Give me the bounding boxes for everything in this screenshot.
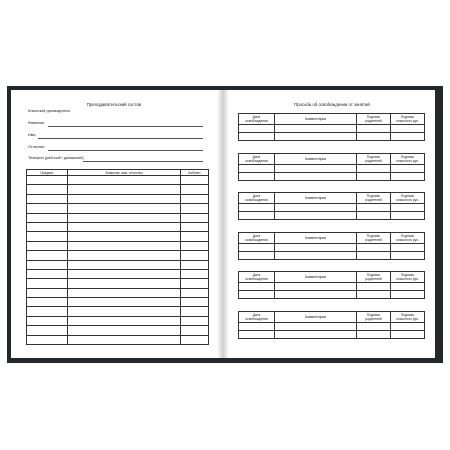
release-date-header: Дата освобождения [239, 272, 275, 283]
subject-cell[interactable] [27, 176, 68, 185]
release-teacher-signature-cell[interactable] [391, 212, 425, 220]
release-header-row [239, 232, 425, 243]
release-teacher-signature-cell[interactable] [391, 330, 425, 338]
name-line [38, 138, 203, 139]
release-parent-signature-cell[interactable] [357, 125, 391, 133]
teacher-row [27, 176, 209, 185]
room-cell[interactable] [181, 316, 209, 325]
field-class-teacher: Классный руководитель [28, 109, 71, 113]
release-request-block [238, 113, 425, 141]
release-date-cell[interactable] [239, 172, 275, 180]
full-name-cell[interactable] [68, 232, 181, 241]
teacher-row [27, 194, 209, 203]
subject-cell[interactable] [27, 326, 68, 335]
release-request-block [238, 311, 425, 339]
subject-cell[interactable] [27, 260, 68, 269]
subject-cell[interactable] [27, 241, 68, 250]
release-teacher-signature-cell[interactable] [391, 125, 425, 133]
release-request-block [238, 192, 425, 220]
subject-cell[interactable] [27, 251, 68, 260]
teacher-row [27, 269, 209, 278]
release-comments-header: Комментарии [275, 232, 357, 243]
room-cell[interactable] [181, 194, 209, 203]
room-cell[interactable] [181, 185, 209, 194]
room-cell[interactable] [181, 307, 209, 316]
release-entry-row [239, 330, 425, 338]
subject-cell[interactable] [27, 335, 68, 344]
release-date-cell[interactable] [239, 125, 275, 133]
release-date-cell[interactable] [239, 243, 275, 251]
release-entry-row [239, 133, 425, 141]
room-cell[interactable] [181, 232, 209, 241]
subject-cell[interactable] [27, 288, 68, 297]
right-page-title: Просьба об освобождении от занятий [294, 102, 370, 107]
field-phone[interactable]: Телефон (рабочий / домашний) [28, 156, 203, 162]
full-name-cell[interactable] [68, 241, 181, 250]
release-entry-row [239, 212, 425, 220]
subject-cell[interactable] [27, 194, 68, 203]
release-entry-row [239, 125, 425, 133]
full-name-cell[interactable] [68, 316, 181, 325]
room-cell[interactable] [181, 260, 209, 269]
subject-cell[interactable] [27, 269, 68, 278]
subject-cell[interactable] [27, 316, 68, 325]
release-date-cell[interactable] [239, 283, 275, 291]
teacher-row [27, 298, 209, 307]
release-entry-row [239, 283, 425, 291]
release-entry-row [239, 164, 425, 172]
release-comments-header: Комментарии [275, 114, 357, 125]
release-teacher-signature-cell[interactable] [391, 322, 425, 330]
full-name-cell[interactable] [68, 185, 181, 194]
room-cell[interactable] [181, 279, 209, 288]
release-comments-cell[interactable] [275, 125, 357, 133]
release-parent-signature-header: Подпись родителей [357, 153, 391, 164]
subject-cell[interactable] [27, 232, 68, 241]
teacher-row [27, 185, 209, 194]
room-cell[interactable] [181, 298, 209, 307]
release-teacher-signature-header: Подпись классного рук. [391, 272, 425, 283]
release-parent-signature-header: Подпись родителей [357, 272, 391, 283]
teachers-table [26, 169, 209, 345]
header-subject: Предмет [27, 170, 68, 176]
release-entry-row [239, 291, 425, 299]
field-surname[interactable]: Фамилия [28, 121, 203, 127]
room-cell[interactable] [181, 269, 209, 278]
room-cell[interactable] [181, 288, 209, 297]
release-request-block [238, 153, 425, 181]
release-request-block [238, 232, 425, 260]
right-page [229, 90, 435, 358]
teacher-row [27, 213, 209, 222]
release-parent-signature-header: Подпись родителей [357, 193, 391, 204]
release-entry-row [239, 243, 425, 251]
teacher-row [27, 222, 209, 231]
release-header-row [239, 272, 425, 283]
release-parent-signature-header: Подпись родителей [357, 232, 391, 243]
book-spine [217, 90, 229, 358]
release-parent-signature-cell[interactable] [357, 322, 391, 330]
release-parent-signature-cell[interactable] [357, 243, 391, 251]
release-teacher-signature-cell[interactable] [391, 251, 425, 259]
release-teacher-signature-header: Подпись классного рук. [391, 232, 425, 243]
field-name[interactable]: Имя [28, 133, 203, 139]
release-parent-signature-cell[interactable] [357, 172, 391, 180]
release-header-row [239, 311, 425, 322]
release-date-header: Дата освобождения [239, 311, 275, 322]
subject-cell[interactable] [27, 222, 68, 231]
release-parent-signature-header: Подпись родителей [357, 311, 391, 322]
release-teacher-signature-header: Подпись классного рук. [391, 311, 425, 322]
full-name-cell[interactable] [68, 194, 181, 203]
subject-cell[interactable] [27, 204, 68, 213]
release-parent-signature-cell[interactable] [357, 283, 391, 291]
full-name-cell[interactable] [68, 269, 181, 278]
room-cell[interactable] [181, 251, 209, 260]
release-request-block [238, 271, 425, 299]
teacher-row [27, 335, 209, 344]
release-date-cell[interactable] [239, 164, 275, 172]
left-page [11, 90, 217, 358]
release-date-header: Дата освобождения [239, 232, 275, 243]
release-comments-header: Комментарии [275, 272, 357, 283]
header-full-name: Фамилия, имя, отчество [68, 170, 181, 176]
release-comments-cell[interactable] [275, 322, 357, 330]
release-comments-cell[interactable] [275, 204, 357, 212]
release-parent-signature-header: Подпись родителей [357, 114, 391, 125]
teacher-row [27, 260, 209, 269]
subject-cell[interactable] [27, 279, 68, 288]
release-comments-cell[interactable] [275, 251, 357, 259]
release-parent-signature-cell[interactable] [357, 212, 391, 220]
surname-line [48, 126, 203, 127]
release-entry-row [239, 251, 425, 259]
full-name-cell[interactable] [68, 204, 181, 213]
release-teacher-signature-cell[interactable] [391, 172, 425, 180]
full-name-cell[interactable] [68, 288, 181, 297]
teacher-row [27, 316, 209, 325]
full-name-cell[interactable] [68, 326, 181, 335]
release-date-cell[interactable] [239, 291, 275, 299]
teacher-row [27, 251, 209, 260]
release-comments-cell[interactable] [275, 172, 357, 180]
release-teacher-signature-header: Подпись классного рук. [391, 114, 425, 125]
release-entry-row [239, 172, 425, 180]
release-date-cell[interactable] [239, 133, 275, 141]
subject-cell[interactable] [27, 213, 68, 222]
release-comments-cell[interactable] [275, 291, 357, 299]
full-name-cell[interactable] [68, 307, 181, 316]
teacher-row [27, 288, 209, 297]
release-teacher-signature-header: Подпись классного рук. [391, 193, 425, 204]
release-parent-signature-cell[interactable] [357, 164, 391, 172]
room-cell[interactable] [181, 335, 209, 344]
release-comments-cell[interactable] [275, 212, 357, 220]
release-entry-row [239, 204, 425, 212]
field-patronymic[interactable]: Отчество [28, 145, 203, 151]
phone-line [83, 161, 203, 162]
full-name-cell[interactable] [68, 222, 181, 231]
room-cell[interactable] [181, 222, 209, 231]
subject-cell[interactable] [27, 185, 68, 194]
release-parent-signature-cell[interactable] [357, 204, 391, 212]
release-teacher-signature-cell[interactable] [391, 133, 425, 141]
subject-cell[interactable] [27, 307, 68, 316]
release-header-row [239, 153, 425, 164]
teacher-row [27, 232, 209, 241]
release-teacher-signature-cell[interactable] [391, 283, 425, 291]
release-parent-signature-cell[interactable] [357, 291, 391, 299]
room-cell[interactable] [181, 213, 209, 222]
release-date-header: Дата освобождения [239, 153, 275, 164]
release-comments-header: Комментарии [275, 193, 357, 204]
patronymic-line [48, 150, 203, 151]
full-name-cell[interactable] [68, 279, 181, 288]
release-comments-header: Комментарии [275, 311, 357, 322]
teacher-row [27, 279, 209, 288]
release-teacher-signature-cell[interactable] [391, 164, 425, 172]
room-cell[interactable] [181, 326, 209, 335]
release-parent-signature-cell[interactable] [357, 251, 391, 259]
left-page-title: Преподавательский состав [86, 102, 142, 107]
teacher-row [27, 307, 209, 316]
room-cell[interactable] [181, 241, 209, 250]
release-teacher-signature-cell[interactable] [391, 204, 425, 212]
full-name-cell[interactable] [68, 335, 181, 344]
release-entry-row [239, 322, 425, 330]
full-name-cell[interactable] [68, 176, 181, 185]
release-comments-cell[interactable] [275, 164, 357, 172]
release-comments-cell[interactable] [275, 133, 357, 141]
subject-cell[interactable] [27, 298, 68, 307]
release-teacher-signature-cell[interactable] [391, 291, 425, 299]
release-header-row [239, 193, 425, 204]
release-date-cell[interactable] [239, 251, 275, 259]
release-comments-cell[interactable] [275, 243, 357, 251]
release-comments-cell[interactable] [275, 283, 357, 291]
release-comments-cell[interactable] [275, 330, 357, 338]
full-name-cell[interactable] [68, 251, 181, 260]
release-date-header: Дата освобождения [239, 114, 275, 125]
room-cell[interactable] [181, 176, 209, 185]
release-parent-signature-cell[interactable] [357, 330, 391, 338]
release-teacher-signature-header: Подпись классного рук. [391, 153, 425, 164]
release-comments-header: Комментарии [275, 153, 357, 164]
release-date-cell[interactable] [239, 212, 275, 220]
teacher-row [27, 241, 209, 250]
release-date-header: Дата освобождения [239, 193, 275, 204]
teacher-row [27, 326, 209, 335]
full-name-cell[interactable] [68, 298, 181, 307]
header-room: Кабинет [181, 170, 209, 176]
release-date-cell[interactable] [239, 204, 275, 212]
release-date-cell[interactable] [239, 330, 275, 338]
full-name-cell[interactable] [68, 213, 181, 222]
full-name-cell[interactable] [68, 260, 181, 269]
room-cell[interactable] [181, 204, 209, 213]
release-parent-signature-cell[interactable] [357, 133, 391, 141]
release-teacher-signature-cell[interactable] [391, 243, 425, 251]
teacher-row [27, 204, 209, 213]
release-header-row [239, 114, 425, 125]
release-date-cell[interactable] [239, 322, 275, 330]
